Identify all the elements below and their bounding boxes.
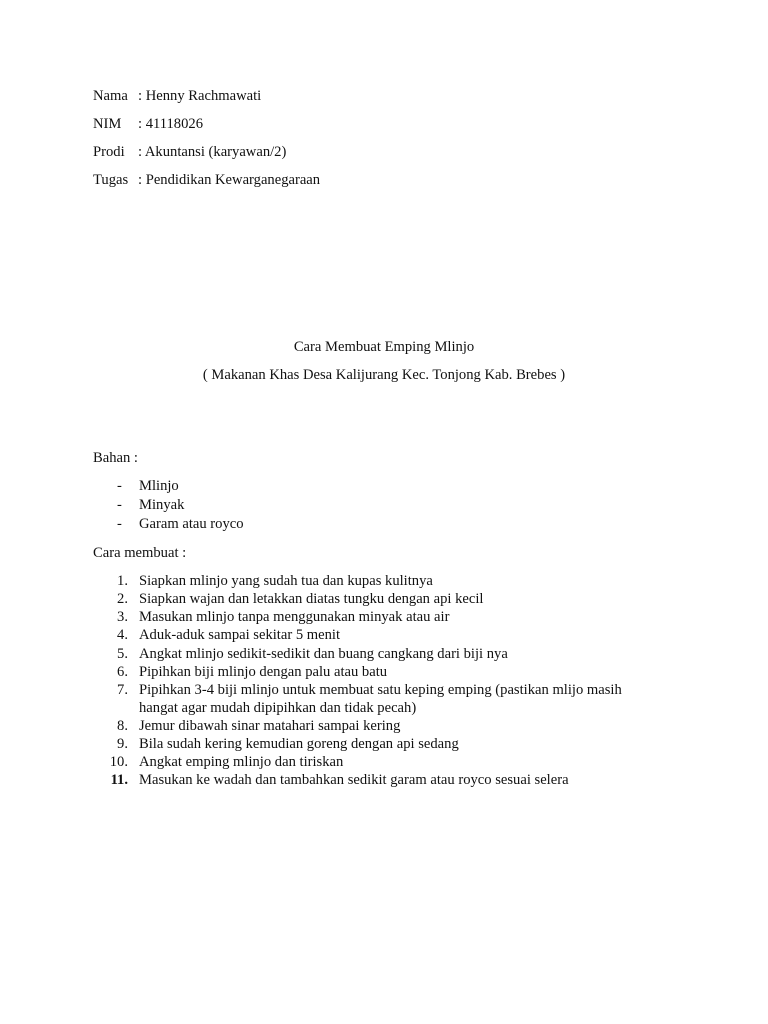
ingredients-heading: Bahan :: [93, 450, 138, 466]
step-number: 11.: [110, 772, 128, 788]
name-value: : Henny Rachmawati: [138, 88, 262, 104]
tugas-label: Tugas: [93, 172, 129, 188]
bullet-dash: -: [117, 497, 122, 513]
nim-value: : 41118026: [138, 116, 203, 132]
step-number: 2.: [117, 591, 128, 607]
step-number: 4.: [117, 627, 128, 643]
step-number: 1.: [117, 573, 128, 589]
step-number: 9.: [117, 736, 128, 752]
step-text: Jemur dibawah sinar matahari sampai kering: [139, 718, 401, 734]
ingredient-item: Garam atau royco: [139, 516, 244, 532]
step-text: Siapkan wajan dan letakkan diatas tungku dengan api kecil: [139, 591, 484, 607]
method-heading: Cara membuat :: [93, 545, 187, 561]
tugas-value: : Pendidikan Kewarganegaraan: [138, 172, 321, 188]
step-text: Angkat emping mlinjo dan tiriskan: [139, 754, 344, 770]
ingredient-item: Minyak: [139, 497, 185, 513]
step-text: Pipihkan 3-4 biji mlinjo untuk membuat satu keping emping (pastikan mlijo masih: [139, 682, 622, 698]
step-number: 7.: [117, 682, 128, 698]
step-text: Siapkan mlinjo yang sudah tua dan kupas kulitnya: [139, 573, 433, 589]
document-subtitle: ( Makanan Khas Desa Kalijurang Kec. Tonjong Kab. Brebes ): [202, 367, 566, 383]
document-title: Cara Membuat Emping Mlinjo: [293, 339, 475, 355]
step-number: 8.: [117, 718, 128, 734]
step-text: Masukan mlinjo tanpa menggunakan minyak atau air: [139, 609, 450, 625]
step-text: Bila sudah kering kemudian goreng dengan api sedang: [139, 736, 459, 752]
step-number: 10.: [109, 754, 128, 770]
name-label: Nama: [93, 88, 128, 104]
prodi-value: : Akuntansi (karyawan/2): [138, 144, 287, 160]
step-text: Angkat mlinjo sedikit-sedikit dan buang cangkang dari biji nya: [139, 646, 508, 662]
step-number: 3.: [117, 609, 128, 625]
bullet-dash: -: [117, 516, 122, 532]
step-number: 6.: [117, 664, 128, 680]
step-text: Aduk-aduk sampai sekitar 5 menit: [139, 627, 341, 643]
ingredient-item: Mlinjo: [139, 478, 179, 494]
bullet-dash: -: [117, 478, 122, 494]
step-text-continuation: hangat agar mudah dipipihkan dan tidak pecah): [139, 700, 417, 716]
prodi-label: Prodi: [93, 144, 125, 160]
nim-label: NIM: [93, 116, 122, 132]
step-text: Pipihkan biji mlinjo dengan palu atau batu: [139, 664, 388, 680]
step-number: 5.: [117, 646, 128, 662]
step-text: Masukan ke wadah dan tambahkan sedikit garam atau royco sesuai selera: [139, 772, 569, 788]
